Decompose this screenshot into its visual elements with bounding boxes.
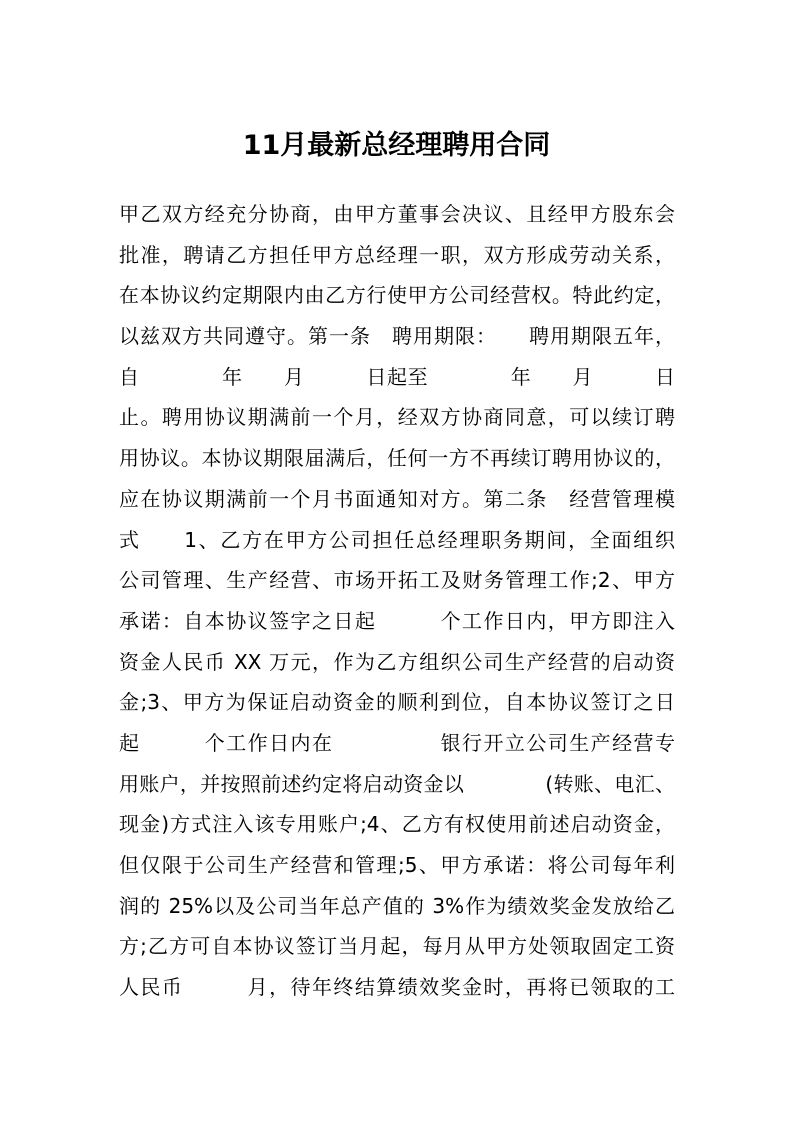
text-line: 应在协议期满前一个月书面通知对方。第二条 经营管理模 [119,486,675,511]
text-line: 现金)方式注入该专用账户;4、乙方有权使用前述启动资金， [119,812,675,837]
text-line: 起 个工作日内在 银行开立公司生产经营专 [119,730,675,755]
text-line: 润的 25%以及公司当年总产值的 3%作为绩效奖金发放给乙 [119,893,675,918]
text-line: 用账户，并按照前述约定将启动资金以 (转账、电汇、 [119,771,675,796]
text-line: 以兹双方共同遵守。第一条 聘用期限： 聘用期限五年， [119,324,675,349]
text-line: 公司管理、生产经营、市场开拓工及财务管理工作;2、甲方 [119,568,675,593]
text-line: 止。聘用协议期满前一个月，经双方协商同意，可以续订聘 [119,405,675,430]
text-line: 在本协议约定期限内由乙方行使甲方公司经营权。特此约定， [119,283,675,308]
text-line: 批准，聘请乙方担任甲方总经理一职，双方形成劳动关系， [119,242,675,267]
text-line: 人民币 月，待年终结算绩效奖金时，再将已领取的工 [119,975,675,1000]
text-line: 自 年 月 日起至 年 月 日 [119,364,675,389]
contract-body [119,194,675,1008]
text-line: 承诺：自本协议签字之日起 个工作日内，甲方即注入 [119,608,675,633]
text-line: 方;乙方可自本协议签订当月起，每月从甲方处领取固定工资 [119,934,675,959]
text-line: 但仅限于公司生产经营和管理;5、甲方承诺：将公司每年利 [119,853,675,877]
text-line: 甲乙双方经充分协商，由甲方董事会决议、且经甲方股东会 [119,202,675,226]
text-line: 资金人民币 XX 万元，作为乙方组织公司生产经营的启动资 [119,649,675,674]
text-line: 式 1、乙方在甲方公司担任总经理职务期间，全面组织 [119,527,675,552]
text-line: 用协议。本协议期限届满后，任何一方不再续订聘用协议的， [119,446,675,471]
document-title: 11月最新总经理聘用合同 [242,130,551,161]
text-line: 金;3、甲方为保证启动资金的顺利到位，自本协议签订之日 [119,690,675,715]
